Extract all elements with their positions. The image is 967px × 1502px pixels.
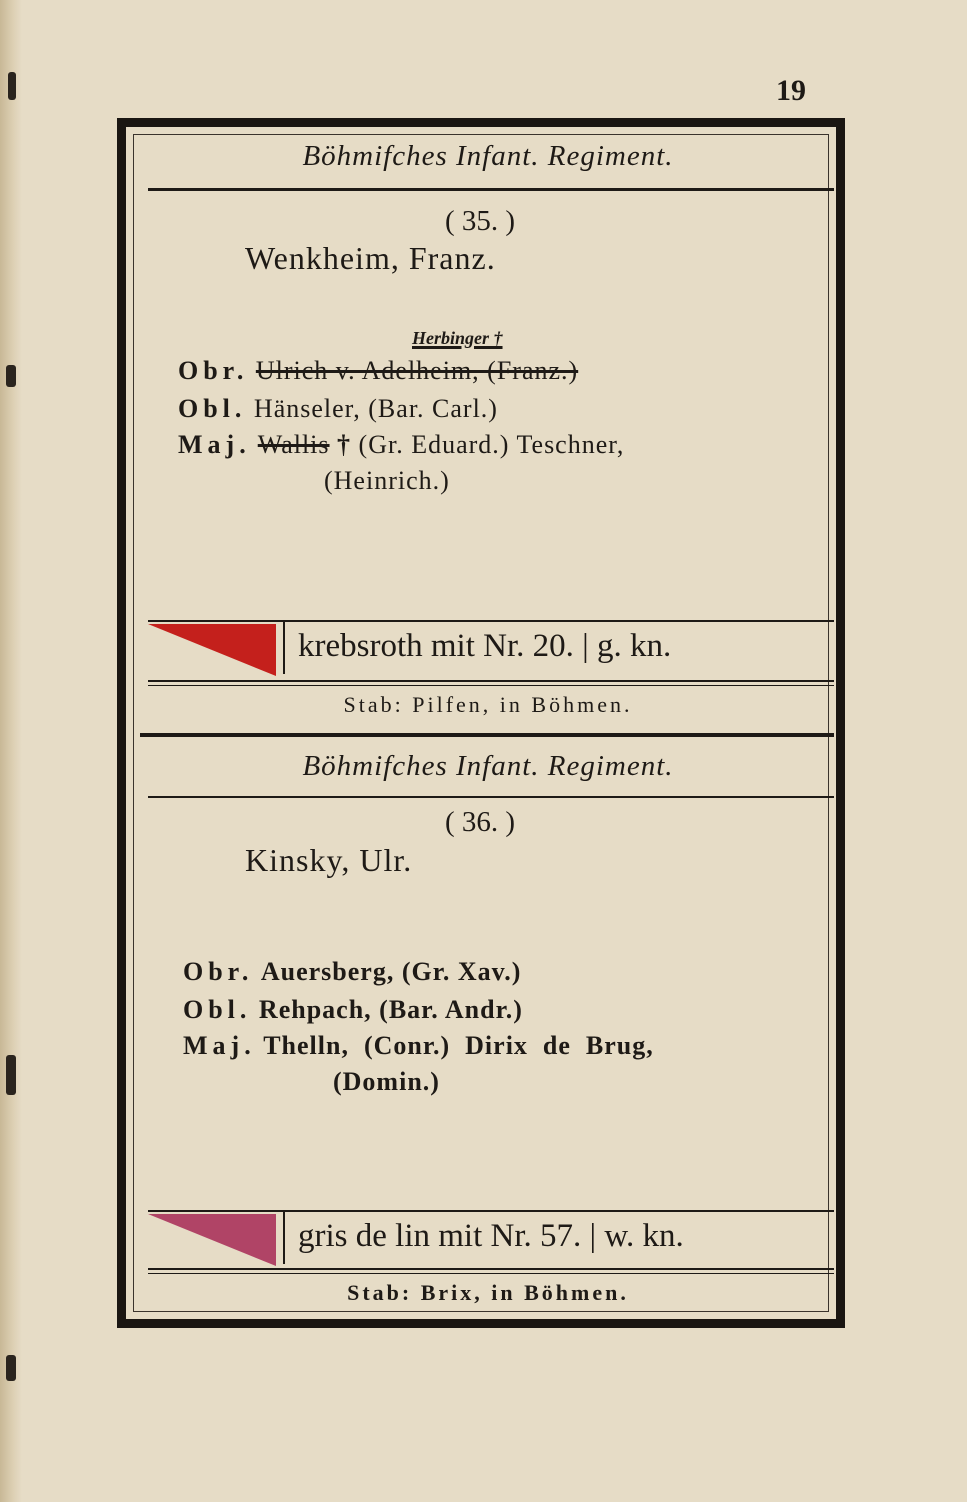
page-number: 19 xyxy=(776,74,806,107)
facing-color-swatch xyxy=(148,1214,288,1266)
officer-name: (Gr. Eduard.) Teschner, xyxy=(358,430,625,459)
stab-rule xyxy=(148,685,834,686)
swatch-divider xyxy=(283,1212,285,1264)
rank-label: Obl. xyxy=(183,995,252,1024)
facing-color-text: krebsroth mit Nr. 20. xyxy=(298,628,574,664)
rank-label: Maj. xyxy=(183,1031,256,1060)
officer-line-colonel xyxy=(178,356,578,386)
column-separator: | xyxy=(582,628,598,664)
rank-label: Obr. xyxy=(183,957,254,986)
swatch-divider xyxy=(283,622,285,674)
column-separator: | xyxy=(589,1218,605,1254)
rank-label: Obl. xyxy=(178,394,247,423)
header-rule xyxy=(148,188,834,191)
regiment-number: ( 36. ) xyxy=(444,806,516,838)
regiment-owner-name: Wenkheim, Franz. xyxy=(245,240,496,276)
regiment-number: ( 35. ) xyxy=(444,205,516,237)
handwritten-cross-mark: † xyxy=(337,430,352,459)
officer-line-lieutenant-colonel xyxy=(178,394,498,424)
header-rule xyxy=(148,796,834,798)
binding-thread-mark xyxy=(8,72,16,100)
binding-thread-mark xyxy=(6,1355,16,1381)
binding-thread-mark xyxy=(6,1055,16,1095)
inner-frame-border xyxy=(133,134,829,1312)
button-color-text: g. kn. xyxy=(597,628,672,664)
officer-line-lieutenant-colonel xyxy=(183,995,523,1025)
facing-color-row xyxy=(148,1212,832,1268)
facing-description xyxy=(298,1218,684,1255)
handwritten-annotation: Herbinger † xyxy=(412,328,503,348)
stab-rule xyxy=(148,1273,834,1274)
officer-name-continuation: (Heinrich.) xyxy=(324,466,450,495)
stab-rule xyxy=(148,1268,834,1270)
rank-label: Maj. xyxy=(178,430,251,459)
regiment-header: Böhmifches Infant. Regiment. xyxy=(302,750,674,782)
binding-thread-mark xyxy=(6,365,16,387)
facing-color-row xyxy=(148,622,832,678)
section-divider xyxy=(140,733,834,737)
regiment-owner-name: Kinsky, Ulr. xyxy=(245,842,413,878)
regiment-header: Böhmifches Infant. Regiment. xyxy=(302,140,674,172)
stab-rule xyxy=(148,680,834,682)
facing-color-swatch xyxy=(148,624,288,676)
rank-label: Obr. xyxy=(178,356,249,385)
regiment-headquarters: Stab: Brix, in Böhmen. xyxy=(347,1280,629,1305)
officer-name-continuation: (Domin.) xyxy=(333,1067,440,1096)
facing-color-text: gris de lin mit Nr. 57. xyxy=(298,1218,582,1254)
officer-line-major xyxy=(178,430,624,460)
officer-name: Hänseler, (Bar. Carl.) xyxy=(253,394,498,423)
struck-officer-name: Ulrich v. Adelheim, (Franz.) xyxy=(255,356,579,385)
page-binding-edge xyxy=(0,0,22,1502)
button-color-text: w. kn. xyxy=(604,1218,684,1254)
officer-name: Thelln, (Conr.) Dirix de Brug, xyxy=(263,1031,654,1060)
officer-name: Auersberg, (Gr. Xav.) xyxy=(260,957,522,986)
officer-line-colonel xyxy=(183,957,521,987)
officer-name: Rehpach, (Bar. Andr.) xyxy=(258,995,523,1024)
facing-description xyxy=(298,628,671,665)
regiment-headquarters: Stab: Pilfen, in Böhmen. xyxy=(343,692,633,717)
officer-line-major xyxy=(183,1031,654,1061)
struck-officer-name: Wallis xyxy=(257,430,330,459)
